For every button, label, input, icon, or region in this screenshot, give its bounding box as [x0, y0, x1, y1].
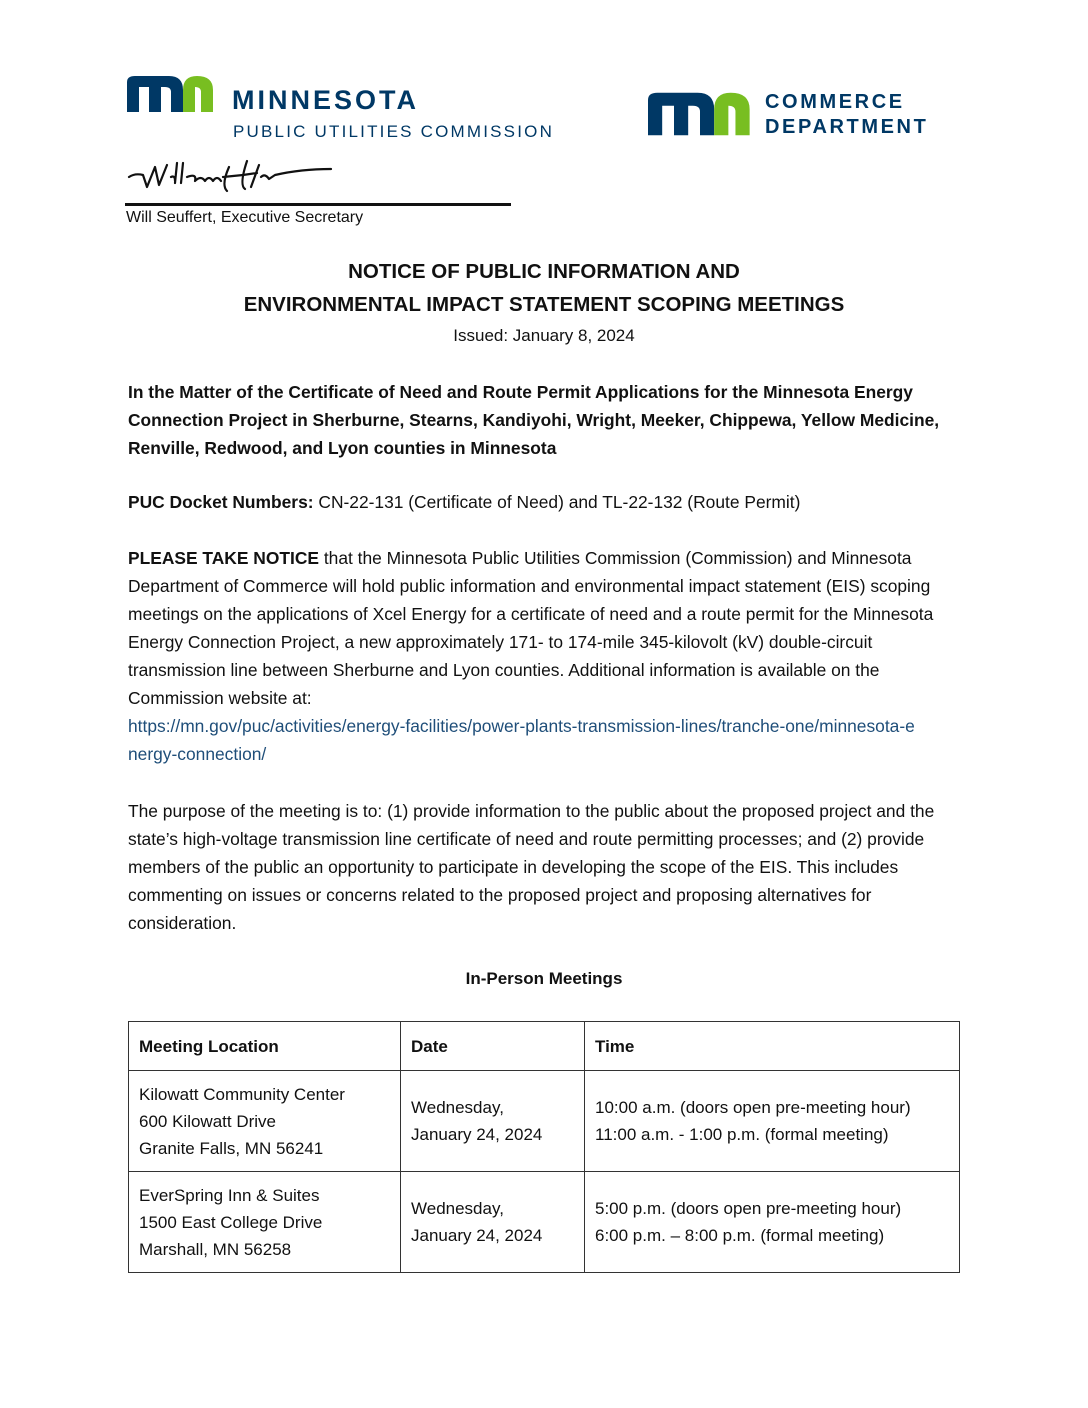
docket-numbers [128, 488, 968, 516]
location-city: Marshall, MN 56258 [139, 1239, 292, 1259]
docket-label: PUC Docket Numbers: [128, 492, 314, 512]
meeting-date [401, 1172, 585, 1273]
commerce-logo-line1: COMMERCE [765, 91, 905, 113]
docket-value: CN-22-131 (Certificate of Need) and TL-22-132 (Route Permit) [313, 492, 801, 512]
location-name: Kilowatt Community Center [139, 1084, 345, 1104]
meeting-time [585, 1071, 960, 1172]
table-row [129, 1172, 960, 1273]
date-weekday: Wednesday, [411, 1199, 504, 1218]
purpose-paragraph: The purpose of the meeting is to: (1) provide information to the public about the proposed project and the state’s high-voltage transmission line certificate of need and route permitting processes; and (2) provide members of the public an opportunity to participate in developing the scope of the EIS. This includes commenting on issues or concerns related to the proposed project and proposing alternatives for consideration. [128, 801, 935, 933]
location-street: 1500 East College Drive [139, 1212, 323, 1232]
signature-rule [125, 203, 511, 206]
mn-logo-icon [127, 76, 215, 112]
notice-body: that the Minnesota Public Utilities Commission (Commission) and Minnesota Department of Commerce will hold public information and environmental impact statement (EIS) scoping meetings on the applications of Xcel Energy for a certificate of need and a route permit for the Minnesota Energy Connection Project, a new approximately 171- to 174-mile 345-kilovolt (kV) double-circuit transmission line between Sherburne and Lyon counties. Additional information is available on the Commission website at: [128, 548, 934, 708]
commission-website-link[interactable]: https://mn.gov/puc/activities/energy-facilities/power-plants-transmission-lines/tranche-one/minnesota-energy-connection/ [128, 716, 915, 764]
notice-paragraph [128, 544, 964, 768]
table-row [129, 1071, 960, 1172]
signer-name: Will Seuffert, Executive Secretary [126, 209, 364, 226]
col-header-location: Meeting Location [129, 1022, 401, 1071]
commerce-logo-line2: DEPARTMENT [765, 116, 929, 138]
meeting-date [401, 1071, 585, 1172]
col-header-date: Date [401, 1022, 585, 1071]
date-full: January 24, 2024 [411, 1125, 543, 1144]
location-city: Granite Falls, MN 56241 [139, 1138, 324, 1158]
meeting-location [129, 1172, 401, 1273]
date-full: January 24, 2024 [411, 1226, 543, 1245]
location-name: EverSpring Inn & Suites [139, 1185, 320, 1205]
time-formal: 6:00 p.m. – 8:00 p.m. (formal meeting) [595, 1226, 885, 1245]
meetings-heading: In-Person Meetings [465, 969, 623, 988]
notice-lead: PLEASE TAKE NOTICE [128, 548, 319, 568]
puc-logo-title: MINNESOTA [232, 85, 419, 115]
time-doors-open: 5:00 p.m. (doors open pre-meeting hour) [595, 1199, 902, 1218]
col-header-time: Time [585, 1022, 960, 1071]
table-header-row [129, 1022, 960, 1071]
mn-logo-icon [648, 92, 752, 136]
matter-heading: In the Matter of the Certificate of Need and Route Permit Applications for the Minnesota Energy Connection Project in Sherburne, Stearns, Kandiyohi, Wright, Meeker, Chippewa, Yellow Medicine, Renville, Redwood, and Lyon counties in Minnesota [128, 382, 940, 458]
page-title-line2: ENVIRONMENTAL IMPACT STATEMENT SCOPING MEETINGS [243, 293, 845, 316]
location-street: 600 Kilowatt Drive [139, 1111, 277, 1131]
meetings-table [128, 1021, 960, 1273]
issued-date: Issued: January 8, 2024 [453, 326, 635, 345]
puc-logo-subtitle: PUBLIC UTILITIES COMMISSION [233, 122, 555, 141]
time-formal: 11:00 a.m. - 1:00 p.m. (formal meeting) [595, 1125, 889, 1144]
page-title-line1: NOTICE OF PUBLIC INFORMATION AND [348, 260, 740, 283]
meeting-location [129, 1071, 401, 1172]
date-weekday: Wednesday, [411, 1098, 504, 1117]
meeting-time [585, 1172, 960, 1273]
time-doors-open: 10:00 a.m. (doors open pre-meeting hour) [595, 1098, 911, 1117]
signature-icon [125, 155, 335, 195]
